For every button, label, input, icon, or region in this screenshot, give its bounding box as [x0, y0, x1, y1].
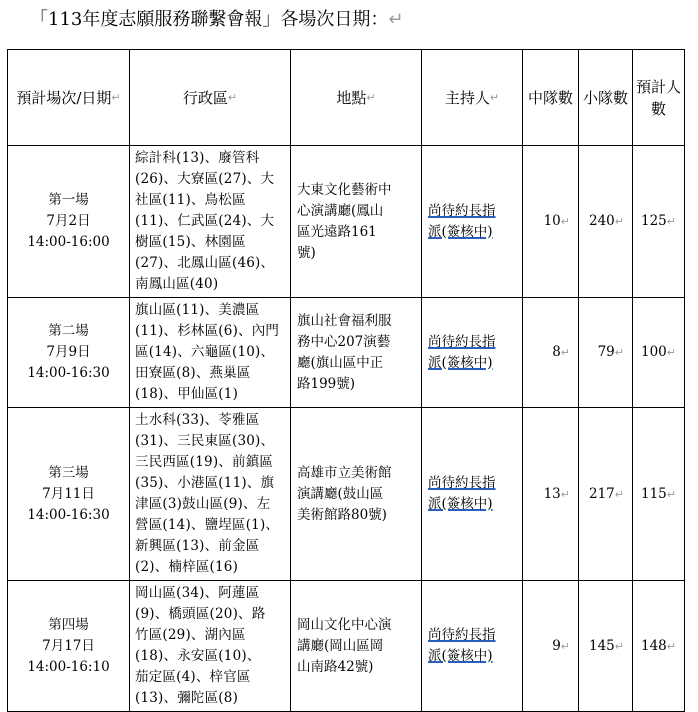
session-session-name: 第三場 [48, 464, 89, 481]
district-line: (2)、楠梓區(16) [135, 559, 239, 575]
cell-mark-icon: ↵ [227, 90, 238, 104]
session-time: 14:00-16:30 [27, 506, 110, 523]
district-line: (13)、彌陀區(8) [135, 690, 239, 706]
host-line: 尚待約長指 [428, 627, 496, 643]
header-district: 行政區↵ [130, 50, 291, 146]
medium-teams-value: 9 [552, 637, 561, 654]
venue-line: 旗山社會福利服 [297, 312, 392, 329]
cell-mark-icon: ↵ [111, 90, 121, 104]
session-session-name: 第四場 [48, 616, 89, 633]
district-line: 區(14)、六龜區(10)、 [135, 344, 275, 360]
district-line: 樹區(15)、林園區 [135, 234, 246, 250]
small-teams-cell [579, 408, 633, 581]
cell-mark-icon: ↵ [666, 487, 676, 501]
expected-people-value: 148 [641, 637, 667, 654]
host-line: 派(簽核中) [428, 648, 493, 664]
district-line: 旗山區(11)、美濃區 [135, 302, 260, 318]
venue-line: 高雄市立美術館 [297, 464, 392, 481]
header-host: 主持人↵ [422, 50, 523, 146]
table-row [8, 581, 685, 712]
medium-teams-cell [523, 298, 579, 408]
expected-people-value: 100 [641, 344, 667, 360]
small-teams-cell [579, 581, 633, 712]
cell-mark-icon: ↵ [560, 487, 570, 501]
district-line: (18)、永安區(10)、 [135, 648, 261, 664]
cell-mark-icon: ↵ [614, 487, 624, 501]
cell-mark-icon: ↵ [489, 90, 500, 104]
host-line: 派(簽核中) [428, 354, 493, 371]
district-cell [130, 408, 291, 581]
session-time: 14:00-16:00 [27, 234, 110, 250]
session-session-name: 第二場 [48, 323, 89, 339]
venue-line: 講廳(岡山區岡 [297, 637, 384, 654]
cell-mark-icon: ↵ [666, 346, 676, 359]
venue-line: 號) [297, 244, 316, 261]
table-row [8, 146, 685, 298]
expected-people-cell [633, 581, 685, 712]
host-line: 尚待約長指 [428, 475, 496, 491]
venue-line: 岡山文化中心演 [297, 616, 392, 633]
table-header-row [8, 50, 685, 146]
schedule-table [7, 49, 685, 712]
table-row [8, 298, 685, 408]
district-line: (31)、三民東區(30)、 [135, 433, 275, 449]
district-line: (9)、橋頭區(20)、路 [135, 606, 266, 622]
cell-mark-icon: ↵ [666, 639, 676, 653]
district-line: 南鳳山區(40) [135, 276, 219, 292]
expected-people-cell [633, 408, 685, 581]
district-line: 岡山區(34)、阿蓮區 [135, 585, 260, 601]
medium-teams-value: 10 [543, 213, 561, 229]
host-cell [422, 298, 523, 408]
small-teams-value: 217 [589, 485, 615, 502]
session-date: 7月17日 [42, 637, 95, 654]
session-cell [8, 146, 130, 298]
header-medium-teams: 中隊數 [523, 50, 579, 146]
header-expected-people: 預計人數 [633, 50, 685, 146]
district-line: (27)、北鳳山區(46)、 [135, 255, 275, 271]
host-cell [422, 408, 523, 581]
district-cell [130, 298, 291, 408]
host-line: 派(簽核中) [428, 223, 493, 240]
district-line: 新興區(13)、前金區 [135, 538, 260, 554]
session-cell [8, 298, 130, 408]
cell-mark-icon: ↵ [560, 639, 570, 653]
medium-teams-cell [523, 408, 579, 581]
district-line: 營區(14)、鹽埕區(1)、 [135, 517, 280, 533]
venue-line: 心演講廳(鳳山 [297, 202, 384, 219]
small-teams-value: 79 [597, 344, 615, 360]
session-date: 7月11日 [42, 485, 95, 502]
medium-teams-cell [523, 146, 579, 298]
district-line: (11)、仁武區(24)、大 [135, 213, 275, 229]
venue-line: 務中心207演藝 [297, 333, 391, 350]
medium-teams-value: 13 [543, 485, 561, 502]
session-cell [8, 581, 130, 712]
session-time: 14:00-16:10 [27, 658, 110, 675]
host-line: 派(簽核中) [428, 496, 493, 512]
district-line: 津區(3)鼓山區(9)、左 [135, 496, 271, 512]
venue-line: 大東文化藝術中 [297, 181, 392, 198]
venue-line: 路199號) [297, 375, 356, 392]
district-line: 土水科(33)、苓雅區 [135, 412, 260, 428]
cell-mark-icon: ↵ [614, 639, 624, 653]
venue-line: 山南路42號) [297, 658, 374, 675]
district-line: (11)、杉林區(6)、內門 [135, 323, 280, 339]
venue-cell [291, 298, 422, 408]
cell-mark-icon: ↵ [560, 346, 570, 359]
venue-line: 區光遠路161 [297, 223, 377, 240]
district-line: 茄定區(4)、梓官區 [135, 669, 251, 685]
document-title-text: 「113年度志願服務聯繫會報」各場次日期： [30, 9, 389, 30]
venue-line: 演講廳(鼓山區 [297, 485, 384, 502]
venue-cell [291, 408, 422, 581]
cell-mark-icon: ↵ [614, 346, 624, 359]
cell-mark-icon: ↵ [666, 215, 676, 228]
small-teams-value: 145 [589, 637, 615, 654]
district-line: (18)、甲仙區(1) [135, 386, 239, 402]
venue-cell [291, 146, 422, 298]
district-line: 三民西區(19)、前鎮區 [135, 454, 274, 470]
host-line: 尚待約長指 [428, 202, 496, 219]
district-line: (35)、小港區(11)、旗 [135, 475, 275, 491]
header-small-teams: 小隊數 [579, 50, 633, 146]
district-line: (26)、大寮區(27)、大 [135, 171, 275, 187]
header-venue: 地點↵ [291, 50, 422, 146]
small-teams-cell [579, 146, 633, 298]
cell-mark-icon: ↵ [614, 215, 624, 228]
medium-teams-cell [523, 581, 579, 712]
cell-mark-icon: ↵ [366, 90, 376, 104]
paragraph-mark-icon: ↵ [388, 9, 404, 30]
district-line: 綜計科(13)、廢管科 [135, 150, 260, 166]
host-cell [422, 146, 523, 298]
district-line: 田寮區(8)、燕巢區 [135, 365, 251, 381]
venue-line: 廳(旗山區中正 [297, 354, 384, 371]
small-teams-value: 240 [589, 213, 615, 229]
district-line: 竹區(29)、湖內區 [135, 627, 246, 643]
expected-people-cell [633, 298, 685, 408]
venue-line: 美術館路80號) [297, 506, 387, 523]
document-title [30, 8, 403, 32]
small-teams-cell [579, 298, 633, 408]
session-date: 7月2日 [46, 213, 91, 229]
header-session: 預計場次/日期↵ [8, 50, 130, 146]
district-cell [130, 581, 291, 712]
host-line: 尚待約長指 [428, 333, 496, 350]
cell-mark-icon: ↵ [560, 215, 570, 228]
session-time: 14:00-16:30 [27, 365, 110, 381]
session-date: 7月9日 [46, 344, 91, 360]
session-cell [8, 408, 130, 581]
table-row [8, 408, 685, 581]
expected-people-value: 125 [641, 213, 667, 229]
district-cell [130, 146, 291, 298]
session-session-name: 第一場 [48, 192, 89, 208]
medium-teams-value: 8 [552, 344, 561, 360]
expected-people-value: 115 [641, 485, 667, 502]
expected-people-cell [633, 146, 685, 298]
venue-cell [291, 581, 422, 712]
district-line: 社區(11)、鳥松區 [135, 192, 246, 208]
host-cell [422, 581, 523, 712]
